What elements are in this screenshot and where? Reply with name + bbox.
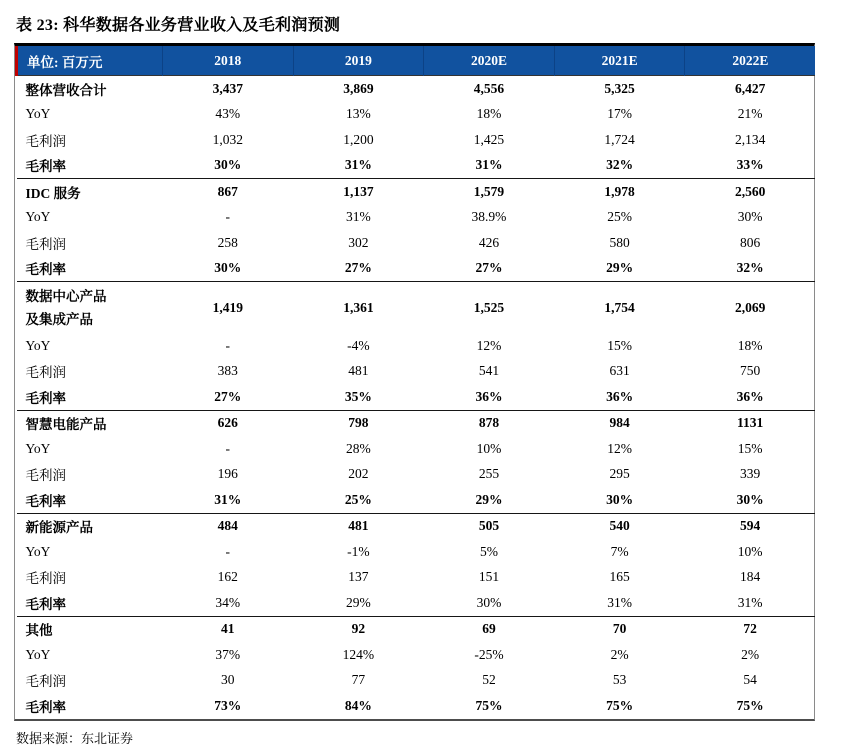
value-cell: 34%: [215, 594, 241, 610]
value-cell: 29%: [606, 260, 634, 276]
value-cell: 30%: [214, 260, 242, 276]
row-label-cell: YoY: [25, 646, 51, 662]
value-cell: 1131: [685, 410, 816, 436]
value-cell: 196: [217, 466, 238, 482]
value-cell: 580: [609, 234, 630, 250]
row-label-cell: 毛利润: [25, 236, 66, 252]
value-cell: 75%: [736, 697, 764, 713]
value-cell: 54: [743, 672, 757, 688]
page-title: 表 23: 科华数据各业务营业收入及毛利润预测: [16, 17, 341, 34]
yoy-row: [17, 539, 816, 565]
value-cell: 31%: [214, 491, 242, 507]
value-cell: 1,579: [424, 179, 555, 205]
value-cell: 162: [217, 569, 238, 585]
gp-row: [17, 462, 816, 488]
value-cell: -: [225, 337, 231, 353]
value-cell: 13%: [346, 106, 371, 122]
value-cell: 37%: [215, 646, 241, 662]
yoy-row: [17, 205, 816, 231]
value-cell: -: [225, 440, 231, 456]
value-cell: 255: [478, 466, 500, 482]
value-cell: 31%: [607, 594, 632, 610]
value-cell: 27%: [214, 388, 242, 404]
value-cell: 18%: [737, 337, 763, 353]
value-cell: 25%: [344, 491, 372, 507]
value-cell: 1,978: [554, 179, 685, 205]
value-cell: 484: [163, 513, 294, 539]
section-name-row: [17, 282, 816, 334]
row-label-cell: 毛利率: [25, 596, 66, 612]
value-cell: 1,419: [163, 282, 294, 334]
value-cell: 505: [424, 513, 555, 539]
segment-name-line: 及集成产品: [25, 311, 93, 327]
gp-row: [17, 359, 816, 385]
value-cell: 798: [293, 410, 424, 436]
segment-name-cell: [17, 179, 163, 205]
value-cell: 31%: [475, 157, 503, 173]
margin-row: [17, 384, 816, 410]
segment-name-cell: [17, 410, 163, 436]
value-cell: 12%: [476, 337, 502, 353]
row-label-cell: 毛利润: [25, 133, 66, 149]
segment-name-line: IDC 服务: [25, 185, 81, 201]
value-cell: -4%: [347, 337, 370, 353]
row-label-cell: 毛利率: [25, 699, 66, 715]
value-cell: 30%: [736, 491, 764, 507]
row-label-cell: 毛利润: [25, 571, 66, 587]
value-cell: 878: [424, 410, 555, 436]
value-cell: 383: [217, 363, 238, 379]
value-cell: 12%: [607, 440, 632, 456]
value-cell: 302: [348, 234, 369, 250]
value-cell: 15%: [737, 440, 763, 456]
value-cell: 18%: [476, 106, 502, 122]
value-cell: 339: [740, 466, 761, 482]
value-cell: 2%: [741, 646, 760, 662]
gp-row: [17, 127, 816, 153]
value-cell: 202: [348, 466, 369, 482]
segment-name-line: 数据中心产品: [25, 288, 107, 304]
section-name-row: [17, 179, 816, 205]
value-cell: 31%: [346, 209, 371, 225]
value-cell: 73%: [214, 697, 242, 713]
year-header-2020e: 2020E: [424, 46, 555, 76]
value-cell: 2,069: [685, 282, 816, 334]
row-label-cell: 毛利润: [25, 365, 66, 381]
value-cell: 867: [163, 179, 294, 205]
value-cell: 481: [293, 513, 424, 539]
data-source-note: 数据来源：东北证券: [16, 730, 134, 746]
year-header-2022e: 2022E: [685, 46, 816, 76]
value-cell: -25%: [474, 646, 504, 662]
table-header-row: [17, 46, 816, 76]
row-label-cell: 毛利润: [25, 674, 66, 690]
value-cell: 30%: [214, 157, 242, 173]
value-cell: 540: [554, 513, 685, 539]
value-cell: 70: [554, 616, 685, 642]
value-cell: 30%: [737, 209, 763, 225]
value-cell: 7%: [610, 543, 629, 559]
row-label-cell: 毛利率: [25, 390, 66, 406]
value-cell: 30%: [476, 594, 502, 610]
yoy-row: [17, 333, 816, 359]
value-cell: 41: [163, 616, 294, 642]
section-name-row: [17, 76, 816, 102]
year-header-2019: 2019: [293, 46, 424, 76]
segment-name-cell: [17, 616, 163, 642]
yoy-row: [17, 436, 816, 462]
value-cell: 3,869: [293, 76, 424, 102]
row-label-cell: YoY: [25, 543, 51, 559]
value-cell: 27%: [344, 260, 372, 276]
value-cell: 29%: [475, 491, 503, 507]
value-cell: 35%: [344, 388, 372, 404]
value-cell: 92: [293, 616, 424, 642]
segment-name-line: 新能源产品: [25, 520, 93, 536]
value-cell: 541: [478, 363, 500, 379]
value-cell: 52: [482, 672, 496, 688]
value-cell: 30%: [606, 491, 634, 507]
value-cell: 1,361: [293, 282, 424, 334]
value-cell: 75%: [475, 697, 503, 713]
value-cell: -: [225, 209, 231, 225]
value-cell: 69: [424, 616, 555, 642]
year-header-2021e: 2021E: [554, 46, 685, 76]
year-header-2018: 2018: [163, 46, 294, 76]
value-cell: 806: [740, 234, 761, 250]
table-body: [17, 76, 816, 719]
row-label-cell: 毛利率: [25, 159, 66, 175]
value-cell: 1,200: [343, 131, 374, 147]
value-cell: 6,427: [685, 76, 816, 102]
value-cell: 31%: [344, 157, 372, 173]
segment-name-cell: [17, 282, 163, 334]
value-cell: 481: [348, 363, 369, 379]
row-label-cell: YoY: [25, 106, 51, 122]
value-cell: 1,724: [604, 131, 635, 147]
value-cell: 36%: [736, 388, 764, 404]
margin-row: [17, 487, 816, 513]
value-cell: 33%: [736, 157, 764, 173]
row-label-cell: YoY: [25, 209, 51, 225]
value-cell: 38.9%: [471, 209, 507, 225]
value-cell: 1,425: [473, 131, 505, 147]
segment-name-cell: [17, 513, 163, 539]
value-cell: 10%: [737, 543, 763, 559]
value-cell: 631: [609, 363, 630, 379]
value-cell: 43%: [215, 106, 241, 122]
row-label-cell: 毛利率: [25, 262, 66, 278]
value-cell: 295: [609, 466, 630, 482]
value-cell: 151: [478, 569, 500, 585]
value-cell: 53: [612, 672, 627, 688]
row-label-cell: 毛利润: [25, 468, 66, 484]
gp-row: [17, 230, 816, 256]
segment-name-line: 整体营收合计: [25, 82, 107, 98]
value-cell: 2%: [610, 646, 629, 662]
value-cell: 2,134: [734, 131, 766, 147]
value-cell: 3,437: [163, 76, 294, 102]
value-cell: 10%: [476, 440, 502, 456]
value-cell: 75%: [606, 697, 634, 713]
value-cell: 25%: [607, 209, 632, 225]
value-cell: 15%: [607, 337, 632, 353]
section-name-row: [17, 513, 816, 539]
value-cell: 2,560: [685, 179, 816, 205]
value-cell: 426: [478, 234, 500, 250]
value-cell: 165: [609, 569, 630, 585]
margin-row: [17, 693, 816, 719]
value-cell: 30: [221, 672, 235, 688]
row-label-cell: 毛利率: [25, 493, 66, 509]
value-cell: 4,556: [424, 76, 555, 102]
value-cell: -1%: [347, 543, 370, 559]
value-cell: 36%: [475, 388, 503, 404]
row-label-cell: YoY: [25, 440, 51, 456]
section-name-row: [17, 410, 816, 436]
value-cell: 137: [348, 569, 369, 585]
value-cell: 77: [351, 672, 366, 688]
value-cell: 28%: [346, 440, 371, 456]
value-cell: 1,754: [554, 282, 685, 334]
value-cell: 32%: [606, 157, 634, 173]
value-cell: 21%: [737, 106, 763, 122]
value-cell: 1,032: [212, 131, 243, 147]
value-cell: 27%: [475, 260, 503, 276]
value-cell: 1,525: [424, 282, 555, 334]
gp-row: [17, 668, 816, 694]
margin-row: [17, 256, 816, 282]
value-cell: 594: [685, 513, 816, 539]
unit-header-cell: 单位: 百万元: [17, 46, 163, 76]
value-cell: -: [225, 543, 231, 559]
segment-name-line: 智慧电能产品: [25, 417, 107, 433]
yoy-row: [17, 642, 816, 668]
value-cell: 84%: [344, 697, 372, 713]
margin-row: [17, 153, 816, 179]
value-cell: 258: [217, 234, 238, 250]
value-cell: 184: [740, 569, 761, 585]
segment-name-line: 其他: [25, 623, 53, 639]
value-cell: 750: [740, 363, 761, 379]
value-cell: 124%: [342, 646, 375, 662]
value-cell: 29%: [346, 594, 371, 610]
value-cell: 1,137: [293, 179, 424, 205]
forecast-table-wrap: [14, 43, 815, 721]
value-cell: 72: [685, 616, 816, 642]
gp-row: [17, 565, 816, 591]
forecast-table: [15, 46, 815, 719]
value-cell: 984: [554, 410, 685, 436]
value-cell: 626: [163, 410, 294, 436]
value-cell: 31%: [737, 594, 763, 610]
row-label-cell: YoY: [25, 337, 51, 353]
value-cell: 5,325: [554, 76, 685, 102]
value-cell: 17%: [607, 106, 632, 122]
segment-name-cell: [17, 76, 163, 102]
margin-row: [17, 590, 816, 616]
section-name-row: [17, 616, 816, 642]
value-cell: 36%: [606, 388, 634, 404]
value-cell: 32%: [736, 260, 764, 276]
value-cell: 5%: [479, 543, 498, 559]
yoy-row: [17, 102, 816, 128]
